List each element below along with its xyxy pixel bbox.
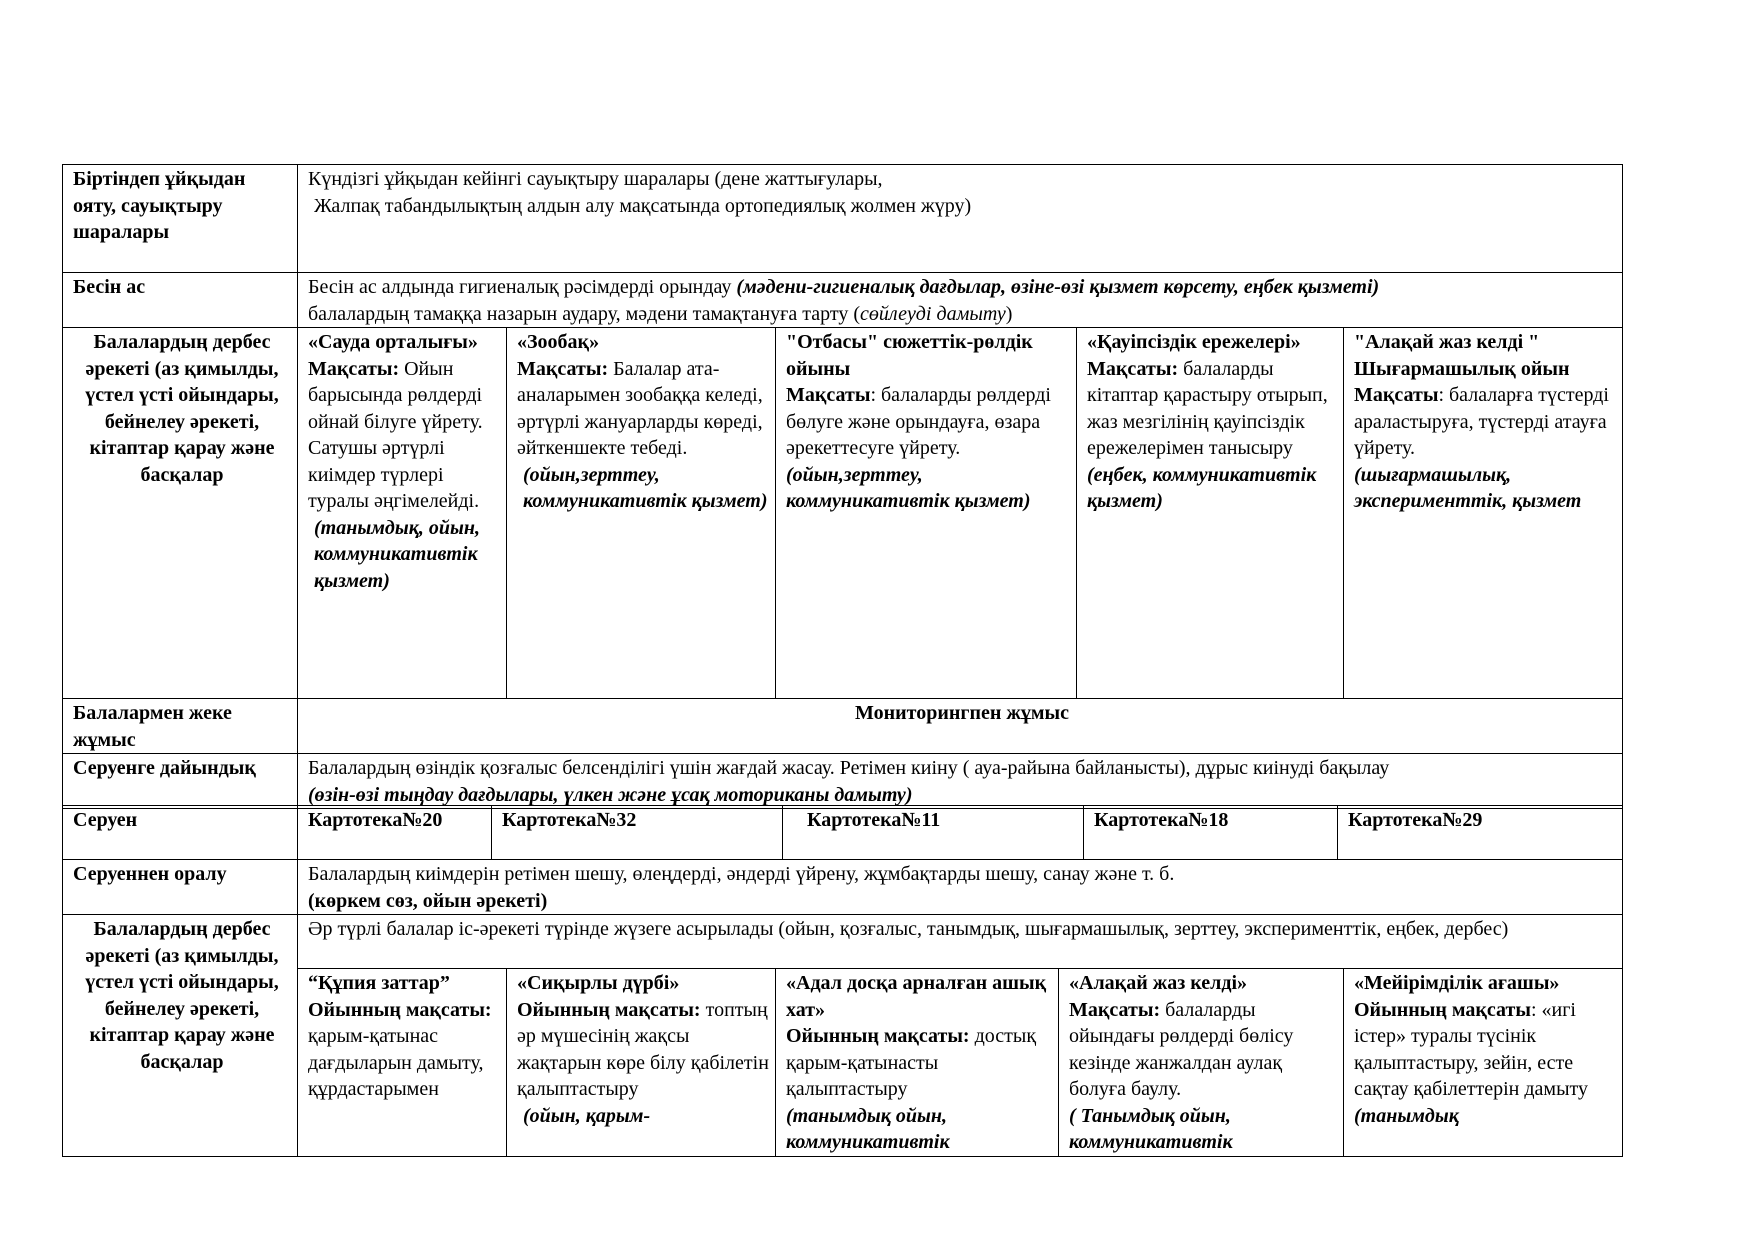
wake-line-1: Күндізгі ұйқыдан кейінгі сауықтыру шаралары (дене жаттығулары, <box>308 168 883 190</box>
walk-prep-text: Балалардың өзіндік қозғалыс белсенділігі үшін жағдай жасау. Ретімен киіну ( ауа-райына байланысты), дұрыс киінуді бақылау <box>308 757 1390 779</box>
activity-1-cell <box>776 328 1077 699</box>
return-content <box>298 860 1623 915</box>
goal-text: достық қарым-қатынасты қалыптастыру <box>786 1025 1037 1100</box>
walk-card: Картотека№11 <box>783 806 1084 860</box>
activity-title: «Алақай жаз келді» <box>1069 972 1248 994</box>
goal-text: : «игі істер» туралы түсінік қалыптастыру, зейін, есте сақтау қабілеттерін дамыту <box>1354 998 1588 1100</box>
goal-label: Ойынның мақсаты: <box>517 998 701 1021</box>
activity-title: «Адал досқа арналған ашық хат» <box>786 972 1047 1021</box>
walk-prep-content <box>298 754 1623 809</box>
wake-line-2: Жалпақ табандылықтың алдын алу мақсатында ортопедиялық жолмен жүру) <box>314 194 972 217</box>
activity-type: (шығармашылық, эксперименттік, қызмет <box>1354 463 1582 512</box>
activity-title: «Сиқырлы дүрбі» <box>517 972 680 994</box>
goal-text: Ойын барысында рөлдерді ойнай білуге үйрету. Сатушы әртүрлі киімдер түрлері туралы әңгімелейді. <box>308 357 483 512</box>
goal-label: Ойынның мақсаты: <box>786 1025 970 1047</box>
row-walk-prep <box>63 754 1623 809</box>
goal-label: Мақсаты: <box>1087 357 1179 380</box>
walk-card: Картотека№32 <box>492 806 783 860</box>
activity-title: «Зообақ» <box>517 331 600 353</box>
activity-type: (еңбек, коммуникативтік қызмет) <box>1087 463 1317 512</box>
goal-label: Мақсаты: <box>308 357 400 380</box>
row-wake <box>63 165 1623 273</box>
activity-title: "Отбасы" сюжеттік-рөлдік ойыны <box>786 331 1033 380</box>
activity-type: ( Танымдық ойын, коммуникативтік <box>1069 1104 1233 1153</box>
walk-card: Картотека№29 <box>1338 806 1623 860</box>
row-walk <box>63 806 1623 860</box>
activity-type: (танымдық ойын, коммуникативтік <box>786 1104 950 1153</box>
row-label-wake: Біртіндеп ұйқыдан ояту, сауықтыру шаралары <box>63 165 298 273</box>
activity-1-cell <box>1077 328 1344 699</box>
activity-1-cell <box>1344 328 1623 699</box>
activity-2-cell <box>507 969 776 1157</box>
schedule-table-upper <box>62 164 1623 809</box>
return-text: Балалардың киімдерін ретімен шешу, өлеңдерді, әндерді үйрену, жұмбақтарды шешу, санау және т. б. <box>308 863 1175 885</box>
walk-card: Картотека№20 <box>298 806 492 860</box>
goal-label: Ойынның мақсаты <box>1354 998 1531 1021</box>
activity-2-intro: Әр түрлі балалар іс-әрекеті түрінде жүзеге асырылады (ойын, қозғалыс, танымдық, шығармашылық, зерттеу, эксперименттік, еңбек, дербес) <box>298 915 1623 969</box>
goal-label: Мақсаты: <box>1069 998 1161 1021</box>
wake-content <box>298 165 1623 273</box>
snack-text-2: балалардың тамаққа назарын аудару, мәдени тамақтануға тарту ( <box>308 302 860 325</box>
activity-1-cell <box>507 328 776 699</box>
activity-type: (ойын,зерттеу, коммуникативтік қызмет) <box>523 463 768 512</box>
walk-card: Картотека№18 <box>1084 806 1338 860</box>
goal-text: қарым-қатынас дағдыларын дамыту, құрдастарымен <box>308 1025 484 1100</box>
schedule-table-lower <box>62 859 1623 1157</box>
snack-text-1: Бесін ас алдында гигиеналық рәсімдерді орындау <box>308 276 737 298</box>
goal-label: Мақсаты <box>786 384 871 406</box>
activity-2-cell <box>1059 969 1344 1157</box>
row-label-return: Серуеннен оралу <box>63 860 298 915</box>
snack-em-2: сөйлеуді дамыту <box>859 302 1006 325</box>
row-activity-2-intro <box>63 915 1623 969</box>
activity-title: "Алақай жаз келді " Шығармашылық ойын <box>1354 331 1570 380</box>
activity-2-cell <box>776 969 1059 1157</box>
individual-content: Мониторингпен жұмыс <box>298 699 1623 754</box>
row-label-activity-1: Балалардың дербес әрекеті (аз қимылды, үстел үсті ойындары, бейнелеу әрекеті, кітаптар қарау және басқалар <box>63 328 298 699</box>
goal-text: балаларды кітаптар қарастыру отырып, жаз мезгілінің қауіпсіздік ережелерімен танысыру <box>1087 357 1328 459</box>
goal-label: Мақсаты <box>1354 384 1439 406</box>
activity-title: «Қауіпсіздік ережелері» <box>1087 331 1301 353</box>
walk-prep-em: (өзін-өзі тыңдау дағдылары, үлкен және ұсақ моториканы дамыту) <box>308 783 913 806</box>
goal-label: Ойынның мақсаты: <box>308 998 492 1021</box>
row-label-individual: Балалармен жеке жұмыс <box>63 699 298 754</box>
activity-type: (ойын, қарым- <box>523 1104 651 1127</box>
row-label-walk-prep: Серуенге дайындық <box>63 754 298 809</box>
snack-text-2-end: ) <box>1005 302 1013 325</box>
activity-type: (танымдық, ойын, коммуникативтік қызмет) <box>314 516 480 592</box>
activity-1-cell <box>298 328 507 699</box>
row-individual <box>63 699 1623 754</box>
goal-text: : балаларды рөлдерді бөлуге және орындауға, өзара әрекеттесуге үйрету. <box>786 384 1051 459</box>
goal-text: : балаларға түстерді араластыруға, түстерді атауға үйрету. <box>1354 384 1609 459</box>
snack-em-1: (мәдени-гигиеналық дағдылар, өзіне-өзі қызмет көрсету, еңбек қызметі) <box>736 276 1380 298</box>
activity-title: “Құпия заттар” <box>308 972 450 994</box>
goal-text: балаларды ойындағы рөлдерді бөлісу кезінде жанжалдан аулақ болуға баулу. <box>1069 998 1294 1100</box>
row-label-walk: Серуен <box>63 806 298 860</box>
walk-table <box>62 805 1623 860</box>
activity-2-cell <box>298 969 507 1157</box>
goal-text: Балалар ата-аналарымен зообаққа келеді, әртүрлі жануарларды көреді, әйткеншекте тебеді. <box>517 357 763 459</box>
goal-label: Мақсаты: <box>517 357 609 380</box>
row-return <box>63 860 1623 915</box>
row-snack <box>63 273 1623 328</box>
return-bold: (көркем сөз, ойын әрекеті) <box>308 889 548 912</box>
activity-title: «Сауда орталығы» <box>308 331 478 353</box>
row-activity-1 <box>63 328 1623 699</box>
goal-text: топтың әр мүшесінің жақсы жақтарын көре білу қабілетін қалыптастыру <box>517 998 769 1100</box>
row-label-activity-2: Балалардың дербес әрекеті (аз қимылды, үстел үсті ойындары, бейнелеу әрекеті, кітаптар қарау және басқалар <box>63 915 298 1157</box>
activity-title: «Мейірімділік ағашы» <box>1354 972 1560 994</box>
activity-type: (танымдық <box>1354 1104 1459 1127</box>
snack-content <box>298 273 1623 328</box>
row-label-snack: Бесін ас <box>63 273 298 328</box>
activity-2-cell <box>1344 969 1623 1157</box>
activity-type: (ойын,зерттеу, коммуникативтік қызмет) <box>786 463 1031 512</box>
